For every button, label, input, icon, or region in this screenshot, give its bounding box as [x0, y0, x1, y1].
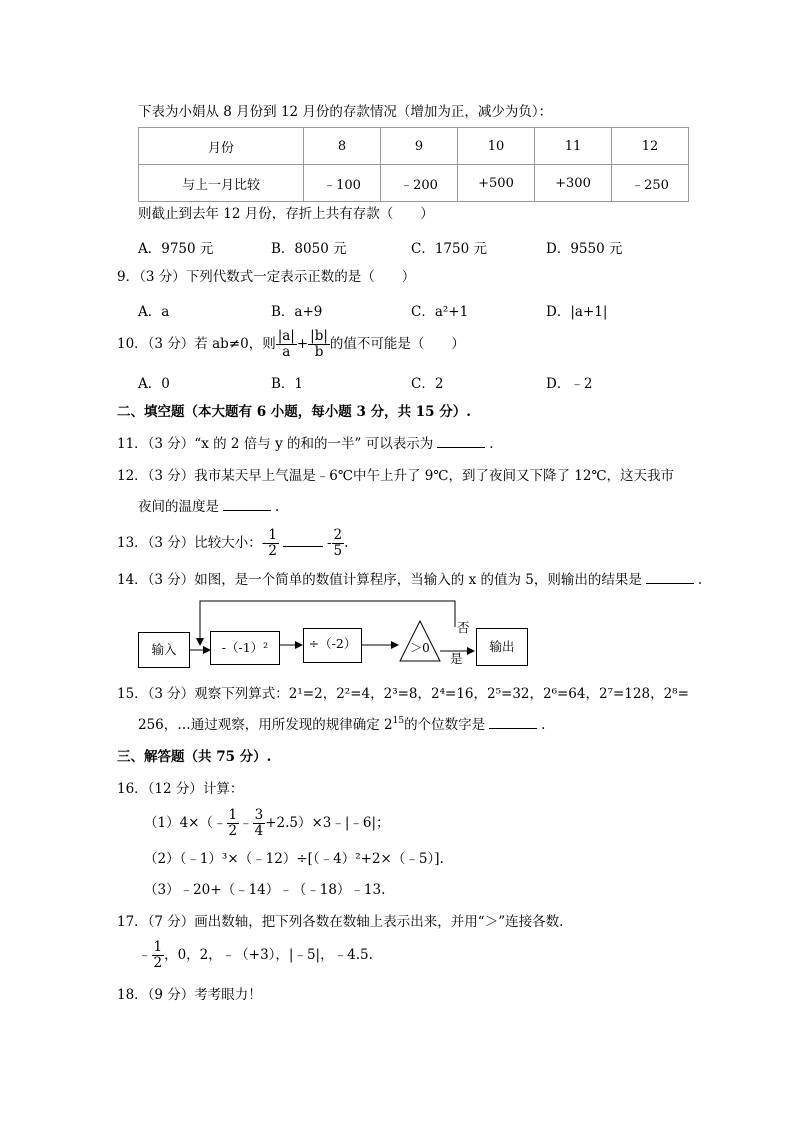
q17-rest: ，0，2，﹣（+3），|﹣5|，﹣4.5.	[164, 947, 373, 963]
q16-f2-den: 4	[254, 823, 264, 839]
q10-frac2-den: b	[314, 344, 324, 360]
q10-option-c: C．2	[411, 376, 444, 392]
q12-answer-blank	[223, 498, 271, 511]
q10-option-a: A．0	[138, 376, 170, 392]
table-header-cell: 11	[535, 128, 612, 165]
q17-title: 17．（7 分）画出数轴，把下列各数在数轴上表示出来，并用“＞”连接各数.	[117, 914, 564, 930]
q8-option-a: A．9750 元	[138, 241, 214, 257]
q16-f2-num: 3	[254, 807, 264, 823]
q16-title: 16．（12 分）计算：	[117, 781, 244, 797]
q9-option-a: A．a	[138, 304, 170, 320]
flow-step2-box: ÷（-2）	[303, 628, 362, 663]
q10-frac1-den: a	[282, 344, 291, 360]
section-2-heading: 二、填空题（本大题有 6 小题，每小题 3 分，共 15 分）.	[117, 404, 471, 420]
table-cell: 与上一月比较	[139, 165, 304, 202]
q13-frac2-den: 5	[333, 543, 343, 559]
table-cell: ﹣200	[381, 165, 458, 202]
q10-fraction-a	[276, 329, 297, 360]
flow-no-label: 否	[457, 620, 470, 635]
q10-frac1-num: |a|	[277, 328, 295, 344]
q17-numbers	[138, 935, 373, 975]
q12-text: 夜间的温度是	[138, 499, 219, 515]
q10-frac2-num: |b|	[310, 328, 328, 344]
table-intro: 下表为小娟从 8 月份到 12 月份的存款情况（增加为正，减少为负）：	[138, 104, 553, 120]
table-row	[139, 165, 689, 202]
q17-fraction	[152, 940, 165, 971]
q13-prefix: 13．（3 分）比较大小：	[117, 535, 262, 551]
q15-text-a: 256，…通过观察，用所发现的规律确定 2	[138, 717, 393, 733]
q13-frac1-den: 2	[268, 543, 277, 559]
q13-frac2-num: 2	[333, 527, 343, 543]
q9-option-b: B．a+9	[271, 304, 323, 320]
q16-part2: （2）（﹣1）³×（﹣12）÷[（﹣4）²+2×（﹣5）].	[144, 851, 444, 867]
q12-line1: 12．（3 分）我市某天早上气温是﹣6℃中午上升了 9℃，到了夜间又下降了 12℃，这天我市	[117, 468, 675, 484]
q11-answer-blank	[437, 435, 485, 448]
q8-option-b: B．8050 元	[271, 241, 347, 257]
q18-title: 18．（9 分）考考眼力！	[117, 987, 262, 1003]
table-header-cell: 9	[381, 128, 458, 165]
flow-condition-label: ＞0	[410, 641, 430, 655]
table-header-cell: 10	[458, 128, 535, 165]
deposit-table	[138, 127, 689, 202]
q16-p1-a: （1）4×（﹣	[144, 815, 227, 831]
table-cell: ﹣100	[304, 165, 381, 202]
q10-option-d: D．﹣2	[546, 376, 593, 392]
q13-fraction-a	[266, 528, 279, 559]
q17-f-den: 2	[153, 955, 163, 971]
q9-option-d: D．|a+1|	[546, 304, 608, 320]
q16-part3: （3）﹣20+（﹣14）﹣（﹣18）﹣13.	[144, 882, 386, 898]
q16-p1-b: +2.5）×3﹣|﹣6|；	[265, 815, 390, 831]
q10-question	[117, 326, 465, 362]
q16-f1-num: 1	[228, 807, 238, 823]
q15-answer-blank	[489, 716, 537, 729]
q15-line2: 256，…通过观察，用所发现的规律确定 $2^{15}$的个位数字是 .	[138, 716, 546, 733]
q10-plus: +	[296, 336, 309, 352]
table-cell: +500	[458, 165, 535, 202]
q13-sign-b: -	[326, 535, 332, 551]
table-cell: ﹣250	[612, 165, 689, 202]
q16-fraction-1	[227, 808, 240, 839]
q15-exponent: 15	[392, 716, 405, 726]
flow-input-box: 输入	[138, 632, 190, 668]
q14-text: 14．（3 分）如图，是一个简单的数值计算程序，当输入的 x 的值为 5，则输出的结果是	[117, 572, 642, 588]
table-cell: +300	[535, 165, 612, 202]
q13-question: 13．（3 分）比较大小：- $\frac{1}{2}$ - $\frac{2}{5}$ .	[117, 527, 349, 559]
flow-step1-box: -（-1）²	[210, 631, 280, 665]
q13-answer-blank	[283, 534, 323, 547]
table-header-cell: 12	[612, 128, 689, 165]
q13-fraction-b	[332, 528, 345, 559]
q15-line1: 15．（3 分）观察下列算式：2¹=2，2²=4，2³=8，2⁴=16，2⁵=32，2⁶=64，2⁷=128，2⁸=	[117, 686, 689, 702]
q15-text-b: 的个位数字是	[404, 717, 486, 733]
q16-p1-mid: ﹣	[239, 815, 253, 831]
q11-text: 11．（3 分）“x 的 2 倍与 y 的和的一半” 可以表示为	[117, 436, 434, 452]
q12-line2: 夜间的温度是 .	[138, 499, 280, 515]
flow-output-box: 输出	[476, 628, 528, 666]
q13-frac1-num: 1	[268, 527, 277, 543]
table-header-row	[139, 128, 689, 165]
q8-option-c: C．1750 元	[411, 241, 487, 257]
q14-answer-blank	[646, 571, 694, 584]
q10-suffix: 的值不可能是（ ）	[329, 336, 465, 352]
q10-option-b: B．1	[271, 376, 304, 392]
q16-f1-den: 2	[228, 823, 238, 839]
q11-question: 11．（3 分）“x 的 2 倍与 y 的和的一半” 可以表示为 .	[117, 436, 494, 452]
table-header-cell: 8	[304, 128, 381, 165]
q8-question: 则截止到去年 12 月份，存折上共有存款（ ）	[138, 206, 434, 222]
q8-option-d: D．9550 元	[546, 241, 623, 257]
q13-sign-a: -	[261, 535, 267, 551]
q17-sign: ﹣	[138, 947, 152, 963]
q9-question: 9．（3 分）下列代数式一定表示正数的是（ ）	[117, 269, 416, 285]
section-3-heading: 三、解答题（共 75 分）.	[117, 749, 272, 765]
q10-fraction-b	[308, 329, 330, 360]
q9-option-c: C．a²+1	[411, 304, 469, 320]
q14-flow-diagram	[130, 595, 550, 675]
table-header-cell: 月份	[139, 128, 304, 165]
q17-f-num: 1	[153, 939, 163, 955]
q16-part1	[144, 803, 390, 843]
q10-prefix: 10．（3 分）若 ab≠0，则	[117, 336, 276, 352]
flow-yes-label: 是	[450, 651, 463, 666]
q14-question: 14．（3 分）如图，是一个简单的数值计算程序，当输入的 x 的值为 5，则输出的结果是 .	[117, 572, 703, 588]
q16-fraction-2	[253, 808, 266, 839]
